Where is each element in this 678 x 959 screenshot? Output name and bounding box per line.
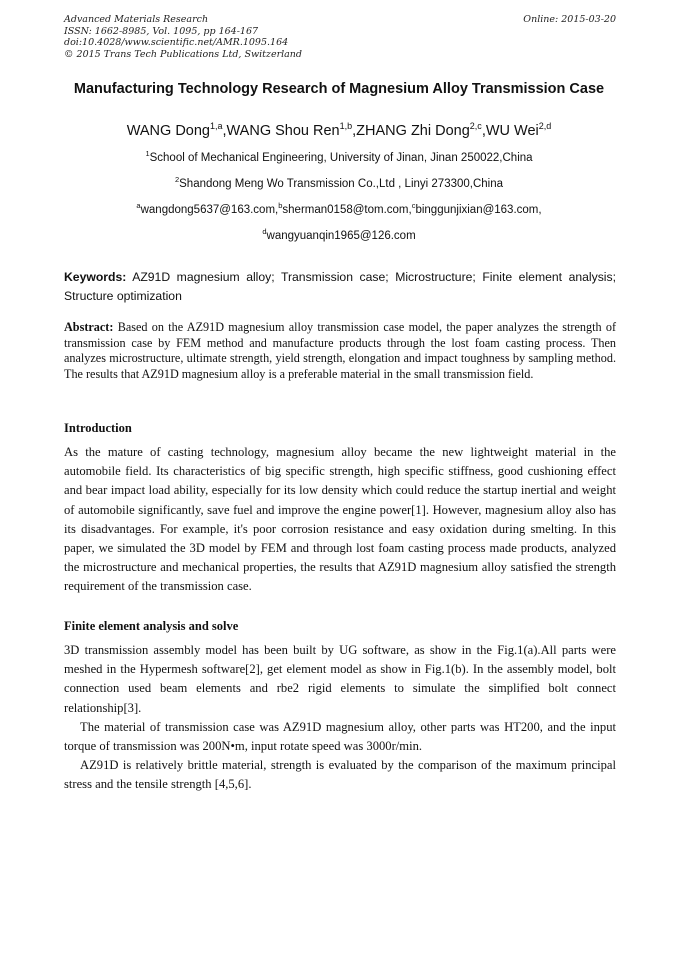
email-link[interactable]: wangyuanqin1965@126.com xyxy=(266,230,416,242)
abstract-text: Based on the AZ91D magnesium alloy transmission case model, the paper analyzes the strength of transmission case by FEM method and manufacture products through the lost foam casting process. Then analyzes microstructure, ultimate strength, yield strength, elongation and impact toughness by sampling method. The results that AZ91D magnesium alloy is a preferable material in the small transmission field. xyxy=(64,320,617,381)
author-name: WANG Shou Ren xyxy=(226,123,340,139)
author-marker: 1,b xyxy=(339,121,353,131)
email-list xyxy=(54,201,624,216)
email-link[interactable]: wangdong5637@163.com, xyxy=(140,204,279,216)
email-marker: c xyxy=(411,201,416,210)
author-marker: 2,d xyxy=(538,121,552,131)
author-name: WU Wei xyxy=(485,123,539,139)
fea-heading: Finite element analysis and solve xyxy=(64,619,239,633)
affiliation-2 xyxy=(54,175,624,190)
fea-paragraph-1: 3D transmission assembly model has been built by UG software, as show in the Fig.1(a).All parts were meshed in the Hypermesh software[2], get element model as show in Fig.1(b). In the assembly model, bolt connection used beam elements and rbe2 rigid elements to simulate the simplified bolt connect relationship[3]. xyxy=(64,643,616,715)
copyright-line: © 2015 Trans Tech Publications Ltd, Switzerland xyxy=(64,48,303,60)
abstract-label: Abstract: xyxy=(64,320,114,334)
introduction-heading: Introduction xyxy=(64,421,132,435)
email-marker: d xyxy=(262,227,267,236)
issn-line: ISSN: 1662-8985, Vol. 1095, pp 164-167 xyxy=(64,25,259,37)
keywords-block xyxy=(64,268,616,306)
keywords-text: AZ91D magnesium alloy; Transmission case; Microstructure; Finite element analysis; Structure optimization xyxy=(64,270,616,303)
fea-paragraph-2: The material of transmission case was AZ91D magnesium alloy, other parts was HT200, and the input torque of transmission was 200N•m, input rotate speed was 3000r/min. xyxy=(64,720,616,754)
affiliation-text: Shandong Meng Wo Transmission Co.,Ltd , Linyi 273300,China xyxy=(179,178,504,190)
journal-header xyxy=(64,14,616,60)
introduction-paragraph: As the mature of casting technology, magnesium alloy became the new lightweight material in the automobile field. Its characteristics of big specific strength, high specific stiffness, good cushioning effect and bear impact load ability, especially for its low density which could reduce the startup inertial and weight of automobile significantly, save fuel and improve the engine power[1]. However, magnesium alloy also has its disadvantages. For example, it's poor corrosion resistance and easy oxidation during smelting. In this paper, we simulated the 3D model by FEM and through lost foam casting process made products, analyzed the microstructure and mechanical properties, the results that AZ91D magnesium alloy satisfied the strength requirement of the transmission case. xyxy=(64,445,616,594)
email-link[interactable]: binggunjixian@163.com, xyxy=(415,204,542,216)
author-marker: 2,c xyxy=(469,121,482,131)
author-name: ZHANG Zhi Dong xyxy=(356,123,470,139)
affiliation-marker: 2 xyxy=(174,175,180,184)
affiliation-1 xyxy=(54,149,624,164)
email-link[interactable]: sherman0158@tom.com, xyxy=(282,204,412,216)
author-name: WANG Dong xyxy=(126,123,210,139)
author-list: WANG Dong$^{1,a}$,WANG Shou Ren$^{1,b}$,ZHANG Zhi Dong$^{2,c}$,WU Wei$^{2,d}$ xyxy=(126,121,552,139)
affiliation-text: School of Mechanical Engineering, University of Jinan, Jinan 250022,China xyxy=(149,152,533,164)
abstract-block xyxy=(64,320,616,382)
affiliation-marker: 1 xyxy=(145,149,150,158)
email-list-continued xyxy=(54,227,624,242)
journal-name: Advanced Materials Research xyxy=(64,14,209,25)
online-date: Online: 2015-03-20 xyxy=(523,14,616,25)
email-marker: b xyxy=(278,201,283,210)
paper-title: Manufacturing Technology Research of Magnesium Alloy Transmission Case xyxy=(73,81,605,97)
keywords-label: Keywords: xyxy=(64,270,127,284)
doi-line[interactable]: doi:10.4028/www.scientific.net/AMR.1095.164 xyxy=(64,37,289,48)
author-marker: 1,a xyxy=(209,121,223,131)
email-marker: a xyxy=(136,201,141,210)
fea-paragraph-3: AZ91D is relatively brittle material, strength is evaluated by the comparison of the maximum principal stress and the tensile strength [4,5,6]. xyxy=(64,758,616,792)
